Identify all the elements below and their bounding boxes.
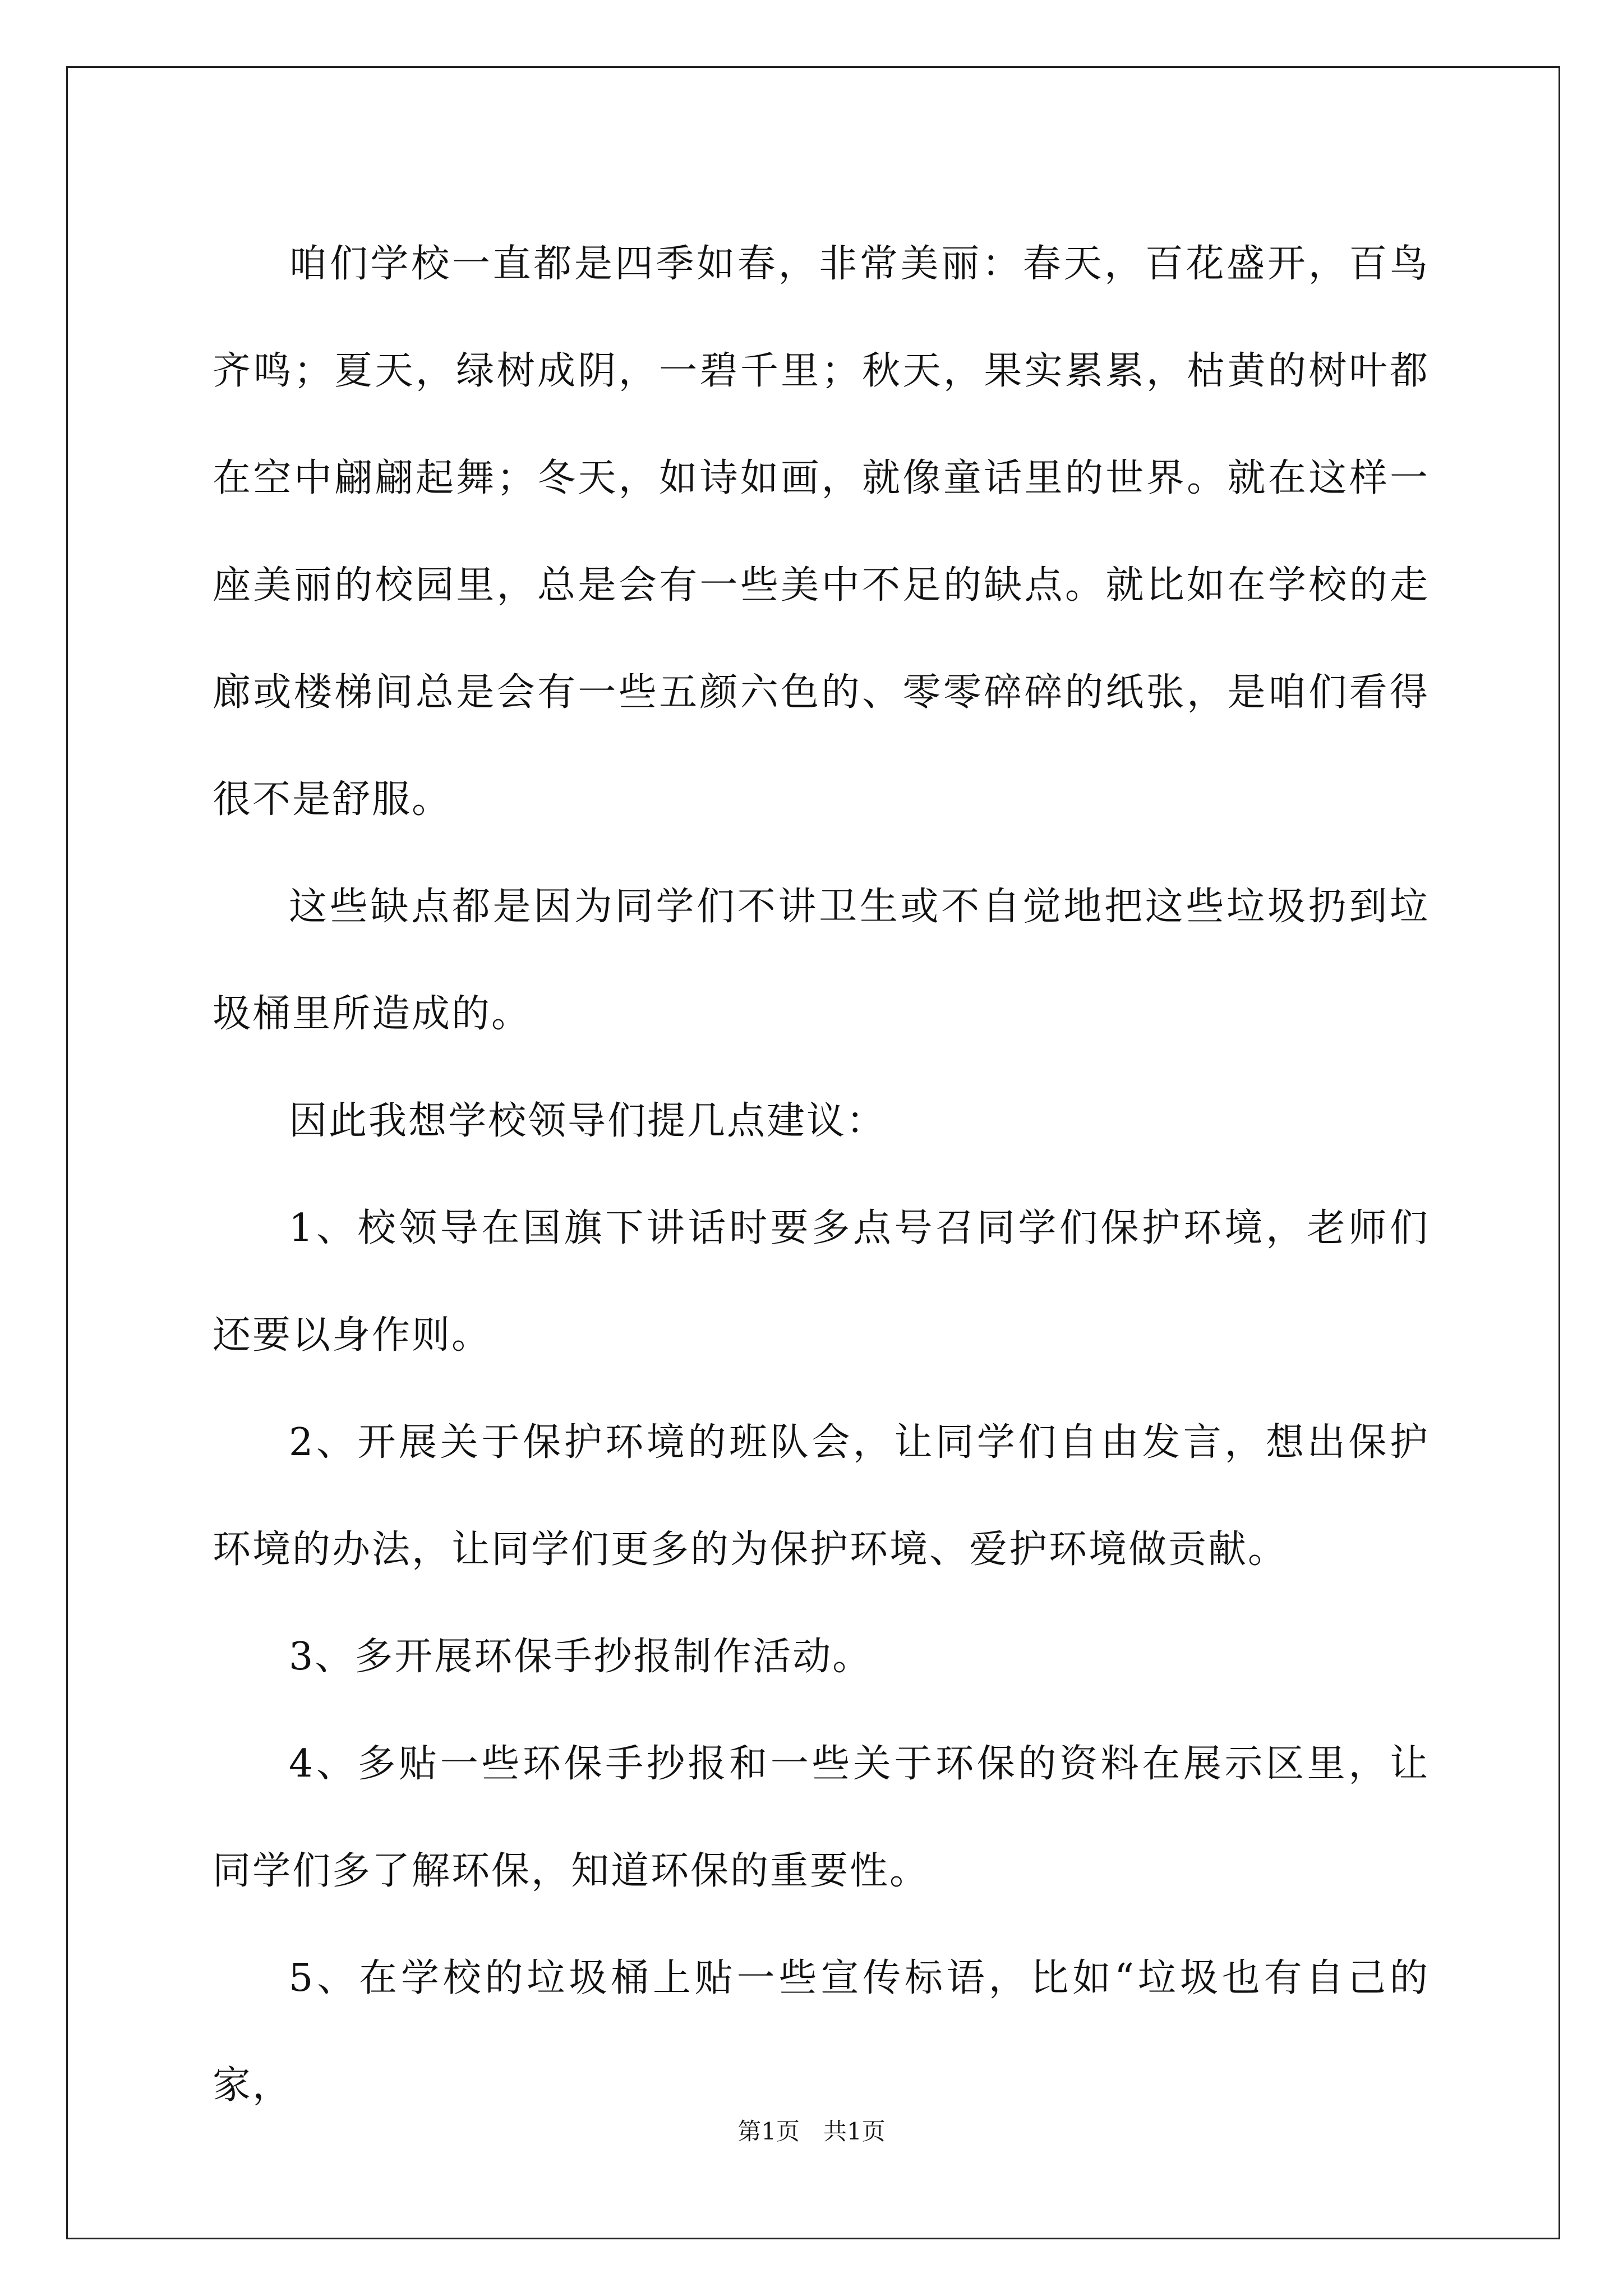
paragraph-2: 这些缺点都是因为同学们不讲卫生或不自觉地把这些垃圾扔到垃圾桶里所造成的。 <box>213 885 1430 1036</box>
paragraph-8: 5、在学校的垃圾桶上贴一些宣传标语，比如“垃圾也有自己的家， <box>213 1956 1430 2108</box>
paragraph-7: 4、多贴一些环保手抄报和一些关于环保的资料在展示区里，让同学们多了解环保，知道环保的重要性。 <box>213 1742 1430 1893</box>
paragraph-5: 2、开展关于保护环境的班队会，让同学们自由发言，想出保护环境的办法，让同学们更多的为保护环境、爱护环境做贡献。 <box>213 1420 1430 1572</box>
document-body <box>213 210 1430 2139</box>
page-footer: 第1页 共1页 <box>737 2118 886 2145</box>
paragraph-6: 3、多开展环保手抄报制作活动。 <box>289 1635 873 1679</box>
paragraph-3: 因此我想学校领导们提几点建议： <box>289 1099 887 1143</box>
paragraph-1: 咱们学校一直都是四季如春，非常美丽：春天，百花盛开，百鸟齐鸣；夏天，绿树成阴，一碧千里；秋天，果实累累，枯黄的树叶都在空中翩翩起舞；冬天，如诗如画，就像童话里的世界。就在这样一座美丽的校园里，总是会有一些美中不足的缺点。就比如在学校的走廊或楼梯间总是会有一些五颜六色的、零零碎碎的纸张，是咱们看得很不是舒服。 <box>213 242 1430 822</box>
paragraph-4: 1、校领导在国旗下讲话时要多点号召同学们保护环境，老师们还要以身作则。 <box>213 1206 1430 1358</box>
